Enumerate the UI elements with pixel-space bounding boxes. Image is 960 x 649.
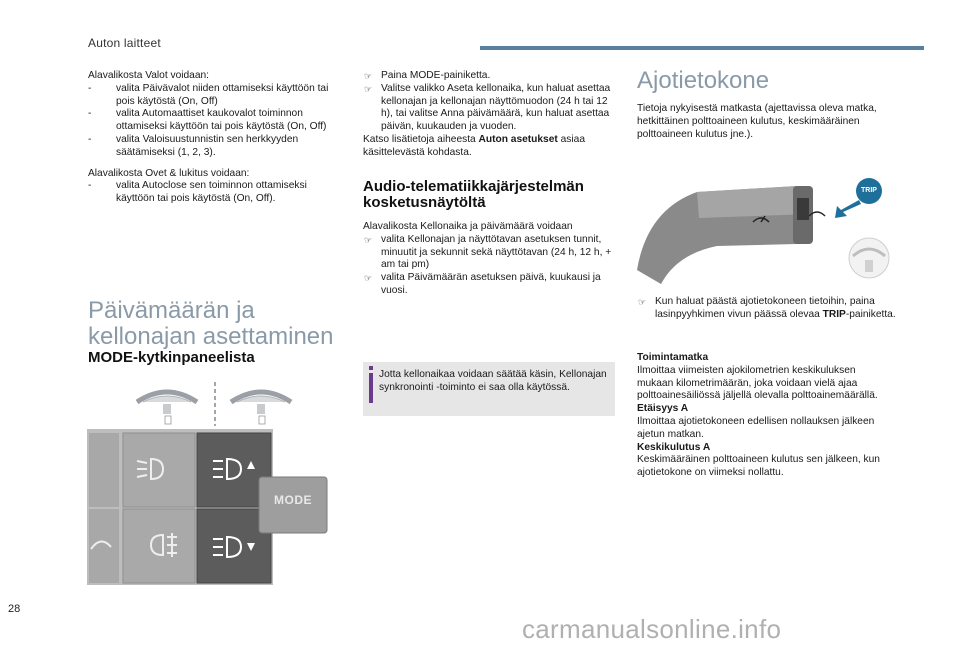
steering-wheel-right-icon [231, 392, 291, 424]
header-accent-bar [480, 46, 924, 50]
trip-definitions [637, 352, 893, 480]
definition-text: Keskimääräinen polttoaineen kulutus sen jälkeen, kun ajotietokone on viimeksi nollattu. [637, 454, 880, 479]
definition-term: Keskikulutus A [637, 441, 711, 453]
lights-intro: Alavalikosta Valot voidaan: [88, 70, 210, 81]
steering-wheel-left-icon [137, 392, 197, 424]
doors-intro: Alavalikosta Ovet & lukitus voidaan: [88, 167, 250, 179]
menu-intro: Alavalikosta Kellonaika ja päivämäärä voidaan [363, 221, 573, 232]
step-item: ☞ valita Kellonajan ja näyttötavan asetuksen tunnit, minuutit ja sekunnit sekä näyttötavan (24 h, 12 h, + am tai pm) [363, 234, 617, 272]
settings-reference: Auton asetukset [478, 133, 558, 145]
trip-button-badge: TRIP [856, 178, 882, 204]
list-item: - valita Automaattiset kaukovalot toiminnon ottamiseksi käyttöön tai pois käytöstä (On, Off) [88, 108, 340, 134]
list-item: - valita Päivävalot niiden ottamiseksi käyttöön tai pois käytöstä (On, Off) [88, 83, 340, 109]
definition-term: Etäisyys A [637, 403, 689, 415]
mode-switch-panel-diagram [87, 429, 330, 585]
step-item: ☞ Kun haluat päästä ajotietokoneen tietoihin, paina lasinpyyhkimen vivun päässä olevaa TRIP-painiketta. [637, 296, 899, 322]
list-item: - valita Valoisuustunnistin sen herkkyyden säätämiseksi (1, 2, 3). [88, 134, 340, 160]
definition-text: Ilmoittaa viimeisten ajokilometrien keskikuluksen mukaan kilometrimäärän, joka voidaan vielä ajaa polttoainesäiliössä jäljellä olevalla polttoainemäärällä. [637, 364, 878, 402]
trip-step [637, 296, 899, 322]
definition-term: Toimintamatka [637, 352, 709, 363]
trip-intro: Tietoja nykyisestä matkasta (ajettavissa oleva matka, hetkittäinen polttoaineen kulutus, keskimääräinen polttoaineen kulutus jne.). [637, 103, 877, 140]
list-item: - valita Autoclose sen toiminnon ottamiseksi käyttöön tai pois käytöstä (On, Off). [88, 180, 340, 206]
step-item: ☞ Paina MODE-painiketta. [363, 70, 617, 83]
running-header: Auton laitteet [88, 36, 161, 50]
touchscreen-steps [363, 221, 617, 298]
lights-section [88, 70, 340, 206]
subheading-mode-panel: MODE-kytkinpaneelista [88, 349, 255, 366]
subheading-touchscreen: Audio-telematiikkajärjestelmän kosketusnäytöltä [363, 178, 584, 211]
section-title-trip-computer: Ajotietokone [637, 67, 770, 94]
info-note-text: Jotta kellonaikaa voidaan säätää käsin, Kellonajan synkronointi -toiminto ei saa olla käytössä. [379, 369, 607, 393]
definition-text: Ilmoittaa ajotietokoneen edellisen nollauksen jälkeen ajetun matkan. [637, 415, 875, 440]
steering-wheel-diagram [135, 380, 295, 428]
info-note-box [363, 362, 615, 416]
mode-steps [363, 70, 617, 160]
step-item: ☞ valita Päivämäärän asetuksen päivä, kuukausi ja vuosi. [363, 272, 617, 298]
page-number: 28 [8, 603, 21, 615]
mode-button: MODE [274, 493, 312, 507]
section-title-date-time: Päivämäärän ja kellonajan asettaminen [88, 297, 334, 350]
more-info-text: Katso lisätietoja aiheesta Auton asetukset asiaa käsittelevästä kohdasta. [363, 133, 585, 158]
step-item: ☞ Valitse valikko Aseta kellonaika, kun haluat asettaa kellonajan ja kellonajan näyttömuodon (24 h tai 12 h), tai valitse Anna päivämäärä, kun haluat asettaa päivän, kuukauden ja vuoden. [363, 83, 617, 134]
watermark: carmanualsonline.info [522, 614, 782, 644]
info-icon [369, 366, 373, 370]
